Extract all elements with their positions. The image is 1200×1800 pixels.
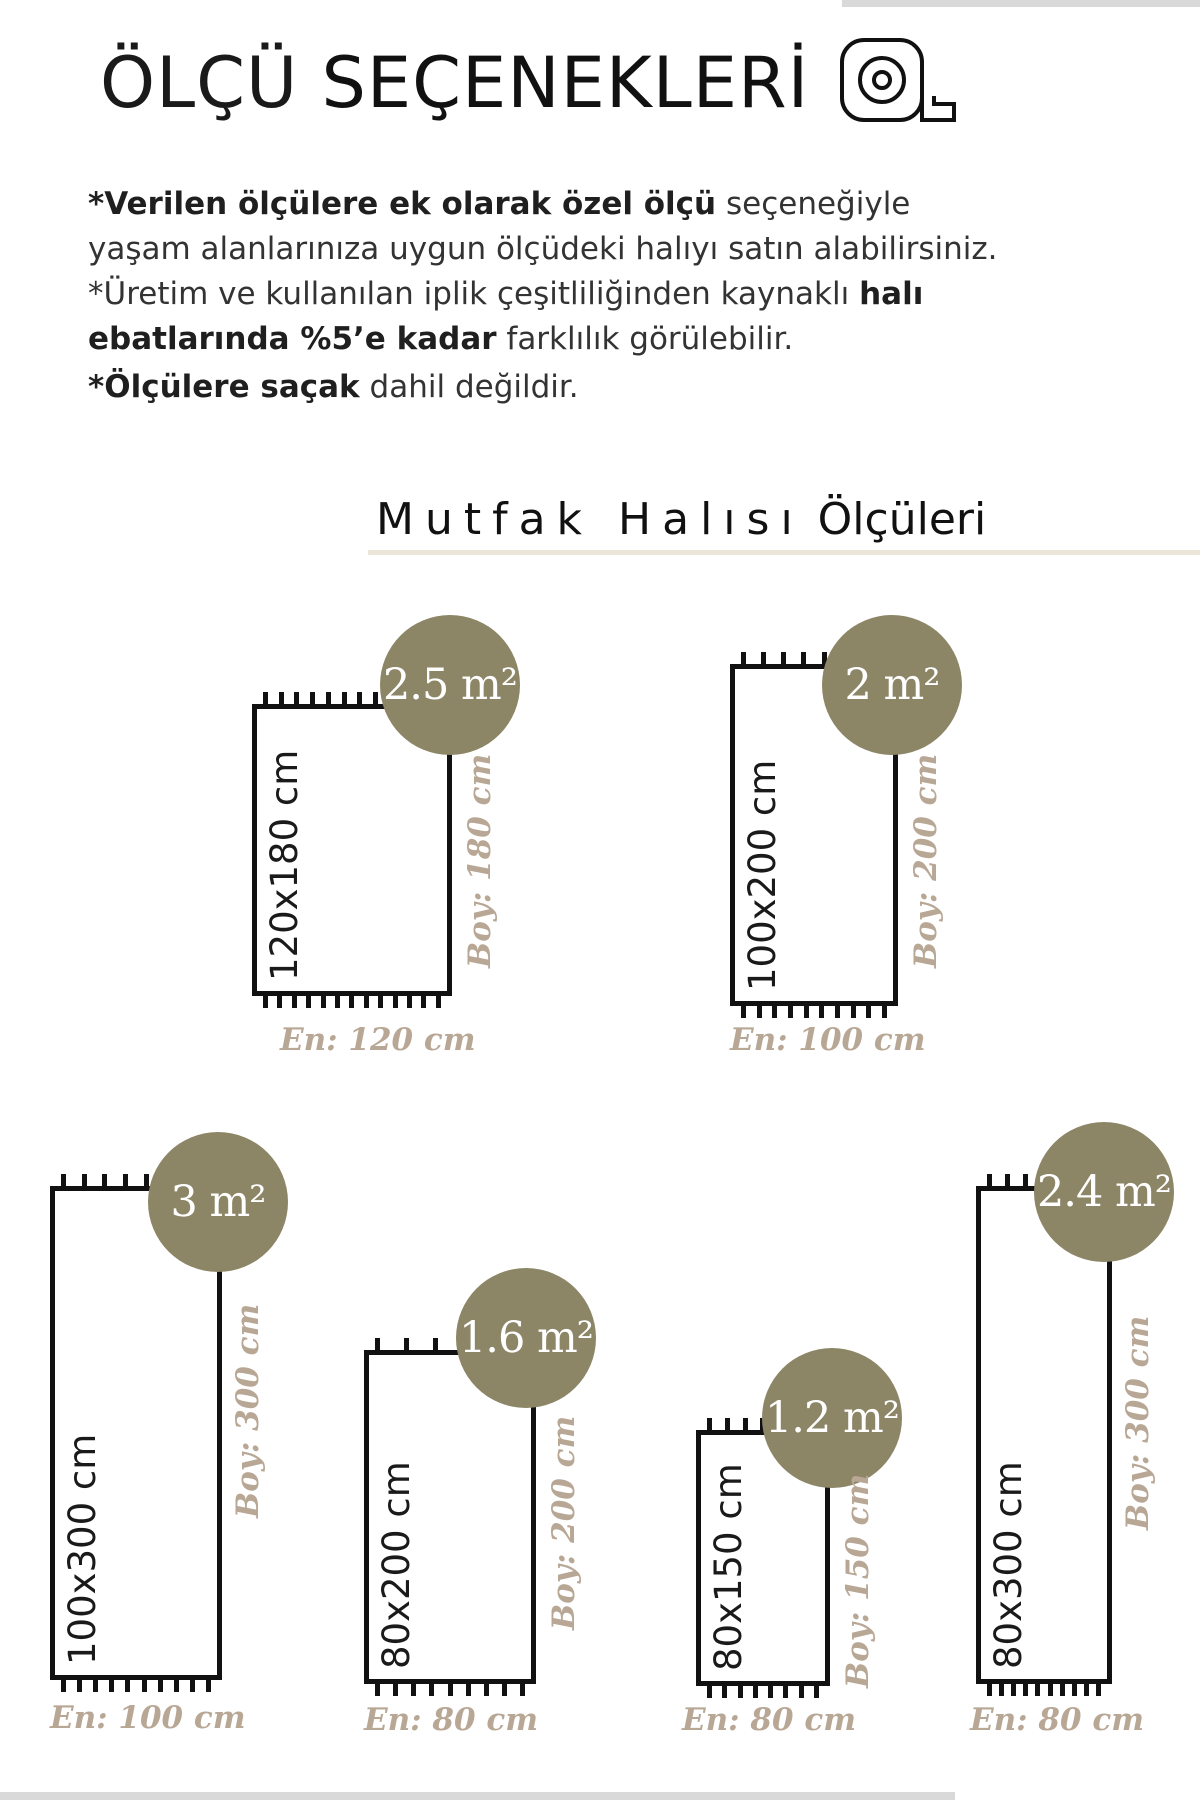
page-title (100, 42, 809, 124)
section-underline (368, 550, 1200, 555)
note-line-2: yaşam alanlarınıza uygun ölçüdeki halıyı satın alabilirsiniz. (88, 231, 998, 267)
note-1-rest: seçeneğiyle (716, 186, 911, 222)
notes-block (88, 182, 1148, 410)
fringe-bottom (987, 1682, 1101, 1696)
note-5-rest: dahil değildir. (359, 369, 579, 405)
title-part1: ÖLÇÜ (100, 42, 299, 124)
note-4-rest: farklılık görülebilir. (496, 321, 794, 357)
area-badge: 3 m² (148, 1132, 288, 1272)
tape-measure-icon (838, 36, 958, 128)
section-title (376, 494, 986, 545)
note-3-bold: halı (859, 276, 924, 312)
note-line-1 (88, 182, 1148, 227)
title-part2: SEÇENEKLERİ (321, 42, 810, 124)
note-1-bold: *Verilen ölçülere ek olarak özel ölçü (88, 186, 717, 222)
width-label: En: 80 cm (364, 1702, 539, 1738)
rug-size-label: 120x180 cm (263, 749, 306, 981)
rug-size-label: 80x200 cm (375, 1461, 418, 1669)
section-title-part2: Ölçüleri (817, 494, 987, 545)
fringe-bottom (263, 994, 441, 1008)
fringe-bottom (741, 1004, 887, 1018)
fringe-bottom (707, 1684, 819, 1698)
section-title-part1: Mutfak Halısı (376, 494, 804, 545)
rug-size-label: 80x300 cm (987, 1461, 1030, 1669)
length-label: Boy: 300 cm (230, 1303, 266, 1518)
note-line-3 (88, 272, 1148, 317)
fringe-bottom (61, 1678, 211, 1692)
area-badge: 1.2 m² (762, 1348, 902, 1488)
note-5-bold: *Ölçülere saçak (88, 369, 360, 405)
note-4-bold: ebatlarında %5’e kadar (88, 321, 497, 357)
top-accent-bar (842, 0, 1200, 7)
rug-size-label: 80x150 cm (707, 1463, 750, 1671)
length-label: Boy: 200 cm (546, 1415, 582, 1630)
rug-size-label: 100x200 cm (741, 759, 784, 991)
length-label: Boy: 180 cm (462, 753, 498, 968)
width-label: En: 80 cm (970, 1702, 1145, 1738)
note-line-4 (88, 317, 1148, 362)
length-label: Boy: 200 cm (908, 753, 944, 968)
note-3-rest: *Üretim ve kullanılan iplik çeşitliliğinden kaynaklı (88, 276, 860, 312)
bottom-accent-bar (0, 1792, 955, 1800)
rug-size-label: 100x300 cm (61, 1433, 104, 1665)
area-badge: 2.4 m² (1034, 1122, 1174, 1262)
width-label: En: 100 cm (50, 1700, 246, 1736)
width-label: En: 120 cm (280, 1022, 476, 1058)
area-badge: 2.5 m² (380, 615, 520, 755)
fringe-bottom (375, 1682, 525, 1696)
area-badge: 1.6 m² (456, 1268, 596, 1408)
length-label: Boy: 300 cm (1120, 1315, 1156, 1530)
width-label: En: 80 cm (682, 1702, 857, 1738)
note-line-5 (88, 365, 1148, 410)
length-label: Boy: 150 cm (840, 1473, 876, 1688)
width-label: En: 100 cm (730, 1022, 926, 1058)
area-badge: 2 m² (822, 615, 962, 755)
